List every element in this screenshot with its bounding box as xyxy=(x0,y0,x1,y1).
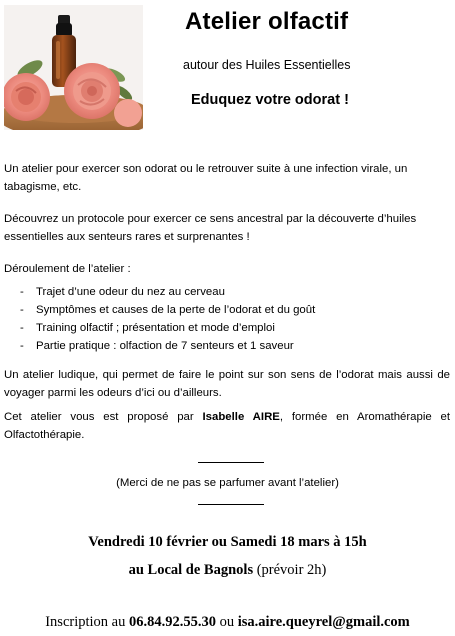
divider-top xyxy=(198,462,264,463)
intro-paragraph-2: Découvrez un protocole pour exercer ce sens ancestral par la découverte d’huiles essentielles aux senteurs rares et surprenantes ! xyxy=(4,213,417,243)
presenter-paragraph xyxy=(4,408,450,444)
perfume-note: (Merci de ne pas se parfumer avant l’atelier) xyxy=(116,477,339,489)
email-address: isa.aire.queyrel@gmail.com xyxy=(237,614,410,630)
list-item-label: Symptômes et causes de la perte de l’odorat et du goût xyxy=(36,304,316,316)
list-item xyxy=(4,301,315,319)
registration-label: Inscription au xyxy=(45,614,129,630)
divider-bottom xyxy=(198,504,264,505)
list-item xyxy=(4,337,315,355)
presenter-credentials: , formée en Aromathérapie et Olfactothérapie. xyxy=(4,411,451,441)
dash-bullet: - xyxy=(20,304,24,316)
list-item-label: Training olfactif ; présentation et mode d’emploi xyxy=(36,322,275,334)
page-title: Atelier olfactif xyxy=(185,8,349,35)
registration-line xyxy=(0,614,455,631)
dash-bullet: - xyxy=(20,286,24,298)
event-place: au Local de Bagnols xyxy=(128,562,254,578)
list-item xyxy=(4,283,315,301)
slogan: Eduquez votre odorat ! xyxy=(191,92,349,108)
programme-heading: Déroulement de l’atelier : xyxy=(4,263,131,275)
list-item-label: Partie pratique : olfaction de 7 senteurs et 1 saveur xyxy=(36,340,294,352)
list-item-label: Trajet d’une odeur du nez au cerveau xyxy=(36,286,225,298)
registration-or: ou xyxy=(215,614,238,630)
event-dates xyxy=(0,534,455,551)
phone-number: 06.84.92.55.30 xyxy=(128,614,216,630)
presenter-intro: Cet atelier vous est proposé par xyxy=(4,411,203,423)
event-location xyxy=(0,562,455,579)
list-item xyxy=(4,319,315,337)
dash-bullet: - xyxy=(20,340,24,352)
description-paragraph: Un atelier ludique, qui permet de faire le point sur son sens de l’odorat mais aussi de voyager parmi les odeurs d’ici ou d’ailleurs. xyxy=(4,369,450,399)
event-duration: (prévoir 2h) xyxy=(253,562,327,578)
essential-oil-rose-photo xyxy=(4,5,143,130)
dash-bullet: - xyxy=(20,322,24,334)
presenter-name: Isabelle AIRE xyxy=(202,411,280,423)
page-subtitle: autour des Huiles Essentielles xyxy=(183,58,351,72)
event-dates-text: Vendredi 10 février ou Samedi 18 mars à 15h xyxy=(88,534,367,550)
intro-paragraph-1: Un atelier pour exercer son odorat ou le retrouver suite à une infection virale, un tabagisme, etc. xyxy=(4,163,408,193)
programme-list xyxy=(4,283,315,355)
